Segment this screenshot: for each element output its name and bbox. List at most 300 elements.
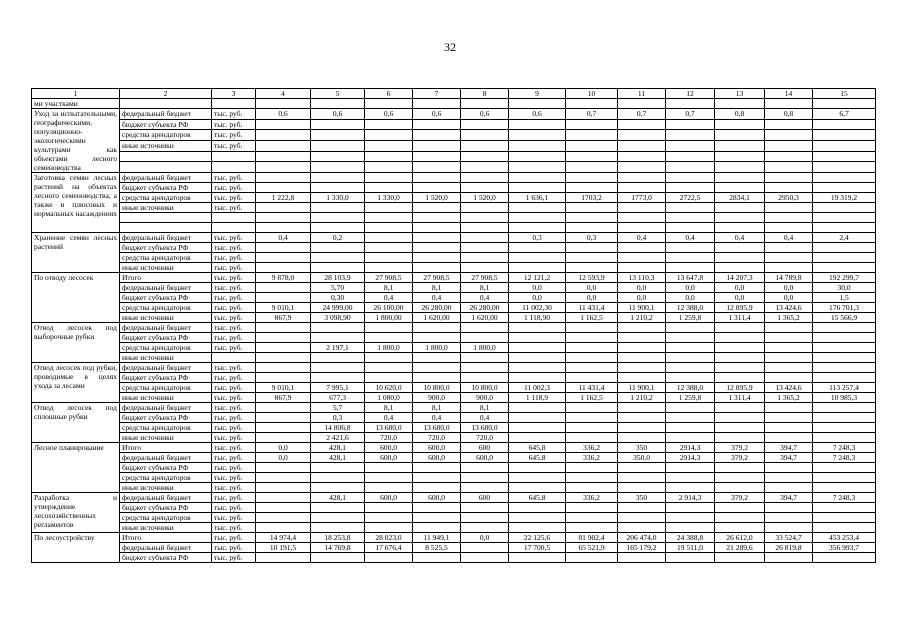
table-row [32,373,876,383]
value-cell: 1 162,5 [566,313,618,323]
table-row [32,293,876,303]
unit-cell: тыс. руб. [212,543,256,553]
value-cell: 81 902,4 [566,533,618,543]
value-cell: 1703,2 [566,193,618,203]
value-cell [461,373,509,383]
value-cell: 0,0 [618,283,666,293]
value-cell [509,213,566,223]
value-cell [618,413,666,423]
value-cell: 1 520,0 [461,193,509,203]
value-cell: 1 210,2 [618,393,666,403]
value-cell [311,223,365,233]
value-cell: 1 620,00 [461,313,509,323]
unit-cell: тыс. руб. [212,473,256,483]
value-cell: 394,7 [765,493,813,503]
table-row [32,493,876,503]
value-cell [566,483,618,493]
table-row [32,453,876,463]
value-cell [715,223,765,233]
value-cell: 867,9 [256,313,311,323]
value-cell: 0,0 [509,283,566,293]
value-cell [413,503,461,513]
value-cell [813,483,876,493]
funding-source-cell: бюджет субъекта РФ [120,293,212,303]
unit-cell [212,151,256,162]
unit-cell: тыс. руб. [212,119,256,130]
unit-cell: тыс. руб. [212,293,256,303]
value-cell: 192 299,7 [813,273,876,283]
value-cell: 0,0 [666,293,715,303]
value-cell [461,183,509,193]
unit-cell: тыс. руб. [212,433,256,443]
value-cell [765,323,813,333]
value-cell [509,223,566,233]
value-cell [618,463,666,473]
table-row [32,223,876,233]
table-row [32,263,876,273]
funding-source-cell: федеральный бюджет [120,363,212,373]
value-cell [765,503,813,513]
value-cell [765,203,813,213]
value-cell: 645,8 [509,453,566,463]
value-cell [566,173,618,183]
value-cell [715,130,765,141]
value-cell: 19 511,0 [666,543,715,553]
value-cell: 1 259,8 [666,313,715,323]
value-cell [666,323,715,333]
value-cell [618,323,666,333]
value-cell [365,253,413,263]
value-cell: 30,0 [813,283,876,293]
value-cell [765,213,813,223]
table-row [32,323,876,333]
value-cell: 11 002,30 [509,303,566,313]
value-cell [566,213,618,223]
value-cell [618,140,666,151]
value-cell [715,483,765,493]
value-cell: 1 636,1 [509,193,566,203]
value-cell [666,423,715,433]
value-cell [461,473,509,483]
value-cell [413,213,461,223]
activity-name-cell: Отвод лесосек под сплошные рубки [32,403,120,443]
value-cell: 1 118,9 [509,393,566,403]
value-cell [413,513,461,523]
value-cell: 1,5 [813,293,876,303]
value-cell: 10 191,5 [256,543,311,553]
value-cell: 600,0 [413,443,461,453]
funding-source-cell: федеральный бюджет [120,233,212,243]
value-cell: 28 103,9 [311,273,365,283]
value-cell [461,130,509,141]
value-cell: 13 424,6 [765,303,813,313]
value-cell [365,130,413,141]
value-cell [509,130,566,141]
value-cell: 24 999,00 [311,303,365,313]
value-cell: 113 257,4 [813,383,876,393]
funding-source-cell: иные источники [120,523,212,533]
table-row [32,413,876,423]
value-cell [311,263,365,273]
value-cell [311,323,365,333]
value-cell: 2 197,1 [311,343,365,353]
value-cell [813,323,876,333]
value-cell: 8,1 [461,403,509,413]
value-cell: 0,3 [311,413,365,423]
table-row [32,533,876,543]
value-cell [765,151,813,162]
value-cell [461,333,509,343]
value-cell: 356 993,7 [813,543,876,553]
value-cell [256,423,311,433]
funding-source-cell [120,162,212,173]
funding-source-cell: федеральный бюджет [120,109,212,120]
value-cell: 12 388,0 [666,383,715,393]
value-cell [715,173,765,183]
value-cell: 0,4 [765,233,813,243]
value-cell [461,233,509,243]
unit-cell: тыс. руб. [212,493,256,503]
value-cell: 11 431,4 [566,303,618,313]
value-cell [715,162,765,173]
table-row [32,283,876,293]
value-cell [666,373,715,383]
value-cell [618,483,666,493]
table-row [32,353,876,363]
value-cell: 26 280,00 [413,303,461,313]
value-cell [813,403,876,413]
table-row [32,183,876,193]
unit-cell: тыс. руб. [212,513,256,523]
value-cell [365,119,413,130]
value-cell [566,403,618,413]
value-cell: 1 800,0 [365,343,413,353]
value-cell [413,162,461,173]
value-cell [813,130,876,141]
value-cell [666,363,715,373]
value-cell: 1 118,90 [509,313,566,323]
value-cell [765,483,813,493]
value-cell [413,130,461,141]
value-cell [509,413,566,423]
value-cell: 5,70 [311,283,365,293]
value-cell: 13 680,0 [413,423,461,433]
funding-source-cell: бюджет субъекта РФ [120,463,212,473]
table-row [32,443,876,453]
unit-cell [212,223,256,233]
value-cell: 1 365,2 [765,313,813,323]
value-cell [618,503,666,513]
value-cell [618,513,666,523]
value-cell [413,523,461,533]
value-cell [461,323,509,333]
value-cell [765,363,813,373]
value-cell [813,513,876,523]
value-cell: 1773,0 [618,193,666,203]
value-cell [509,323,566,333]
table-row [32,423,876,433]
value-cell: 1 520,0 [413,193,461,203]
value-cell: 17 700,5 [509,543,566,553]
value-cell [256,203,311,213]
value-cell [618,473,666,483]
table-row [32,303,876,313]
value-cell [566,473,618,483]
value-cell [509,243,566,253]
unit-cell: тыс. руб. [212,130,256,141]
value-cell [256,493,311,503]
value-cell [566,253,618,263]
value-cell: 900,0 [461,393,509,403]
value-cell [365,473,413,483]
value-cell [566,151,618,162]
value-cell [666,333,715,343]
value-cell [618,553,666,563]
value-cell: 15 566,9 [813,313,876,323]
unit-cell: тыс. руб. [212,523,256,533]
value-cell [618,523,666,533]
funding-source-cell: федеральный бюджет [120,323,212,333]
value-cell [413,183,461,193]
value-cell [365,553,413,563]
value-cell: 645,8 [509,443,566,453]
value-cell: 2,4 [813,233,876,243]
value-cell [813,263,876,273]
unit-cell: тыс. руб. [212,243,256,253]
value-cell [311,473,365,483]
funding-source-cell: федеральный бюджет [120,493,212,503]
value-cell [566,263,618,273]
value-cell [715,513,765,523]
value-cell: 0,0 [566,283,618,293]
value-cell [461,353,509,363]
value-cell [666,343,715,353]
table-row [32,313,876,323]
funding-source-cell: бюджет субъекта РФ [120,373,212,383]
unit-cell: тыс. руб. [212,283,256,293]
funding-source-cell: иные источники [120,483,212,493]
table-row [32,333,876,343]
value-cell: 2914,3 [666,443,715,453]
funding-source-cell: средства арендаторов [120,513,212,523]
value-cell: 0,7 [618,109,666,120]
value-cell: 0,4 [618,233,666,243]
header-cell: 7 [413,89,461,99]
value-cell [715,523,765,533]
value-cell [666,553,715,563]
value-cell: 350 [618,493,666,503]
value-cell [813,151,876,162]
value-cell [715,553,765,563]
unit-cell: тыс. руб. [212,423,256,433]
value-cell: 2914,3 [666,453,715,463]
value-cell [765,353,813,363]
header-cell: 11 [618,89,666,99]
value-cell [413,223,461,233]
funding-source-cell: иные источники [120,433,212,443]
value-cell [618,423,666,433]
funding-source-cell: федеральный бюджет [120,543,212,553]
activity-name-cell: По отводу лесосек [32,273,120,323]
value-cell: 336,2 [566,443,618,453]
value-cell: 600,0 [413,493,461,503]
value-cell [311,119,365,130]
value-cell [813,473,876,483]
unit-cell: тыс. руб. [212,463,256,473]
table-row [32,463,876,473]
unit-cell: тыс. руб. [212,303,256,313]
value-cell: 0,6 [413,109,461,120]
header-cell: 4 [256,89,311,99]
value-cell: 0,6 [256,109,311,120]
value-cell [311,483,365,493]
value-cell [666,203,715,213]
value-cell: 10 985,3 [813,393,876,403]
table-row [32,343,876,353]
value-cell: 13 680,0 [365,423,413,433]
table-row [32,273,876,283]
value-cell [311,213,365,223]
value-cell: 428,1 [311,453,365,463]
value-cell: 720,0 [413,433,461,443]
value-cell [566,223,618,233]
value-cell: 11 900,1 [618,303,666,313]
value-cell: 720,0 [365,433,413,443]
value-cell: 176 701,3 [813,303,876,313]
value-cell [365,353,413,363]
value-cell [715,323,765,333]
value-cell [256,173,311,183]
value-cell [413,243,461,253]
unit-cell [212,99,256,109]
value-cell: 8,1 [413,283,461,293]
value-cell [413,140,461,151]
value-cell [461,463,509,473]
value-cell [461,162,509,173]
value-cell [509,483,566,493]
value-cell [715,373,765,383]
table-row [32,193,876,203]
value-cell: 21 289,6 [715,543,765,553]
value-cell [413,203,461,213]
header-cell: 9 [509,89,566,99]
value-cell [461,173,509,183]
value-cell [413,333,461,343]
value-cell: 0,0 [715,283,765,293]
table-row [32,233,876,243]
value-cell [509,433,566,443]
value-cell [813,140,876,151]
value-cell [256,283,311,293]
value-cell [461,151,509,162]
funding-source-cell: иные источники [120,353,212,363]
value-cell [765,433,813,443]
value-cell: 600,0 [413,453,461,463]
value-cell [765,173,813,183]
value-cell [311,463,365,473]
value-cell: 24 388,8 [666,533,715,543]
value-cell: 2834,1 [715,193,765,203]
value-cell: 7 248,3 [813,443,876,453]
value-cell [509,373,566,383]
value-cell: 0,0 [765,283,813,293]
value-cell [618,162,666,173]
value-cell: 2 914,3 [666,493,715,503]
funding-source-cell [120,151,212,162]
value-cell [365,162,413,173]
value-cell [461,140,509,151]
value-cell [566,503,618,513]
value-cell: 0,4 [365,413,413,423]
table-row [32,119,876,130]
value-cell [256,151,311,162]
value-cell [715,413,765,423]
funding-source-cell: федеральный бюджет [120,283,212,293]
activity-name-cell: ми участками [32,99,120,109]
funding-source-cell: федеральный бюджет [120,173,212,183]
value-cell [461,119,509,130]
value-cell [413,473,461,483]
value-cell [813,203,876,213]
value-cell: 12 895,9 [715,303,765,313]
table-row [32,543,876,553]
value-cell [365,503,413,513]
value-cell: 14 789,8 [765,273,813,283]
funding-source-cell: Итого [120,533,212,543]
funding-source-cell: федеральный бюджет [120,403,212,413]
value-cell: 394,7 [765,453,813,463]
header-cell: 15 [813,89,876,99]
value-cell [715,353,765,363]
value-cell [666,162,715,173]
unit-cell: тыс. руб. [212,253,256,263]
value-cell: 1 210,2 [618,313,666,323]
value-cell: 600,0 [365,443,413,453]
value-cell [566,523,618,533]
value-cell: 9 010,1 [256,383,311,393]
value-cell: 0,0 [461,533,509,543]
activity-name-cell: Лесное планирование [32,443,120,493]
value-cell [461,253,509,263]
value-cell: 27 908,5 [365,273,413,283]
value-cell: 0,6 [311,109,365,120]
unit-cell: тыс. руб. [212,263,256,273]
value-cell [765,423,813,433]
value-cell: 7 995,1 [311,383,365,393]
value-cell [666,263,715,273]
value-cell [461,363,509,373]
value-cell: 11 949,1 [413,533,461,543]
value-cell [666,463,715,473]
value-cell [311,553,365,563]
value-cell [311,203,365,213]
unit-cell: тыс. руб. [212,383,256,393]
value-cell: 8,1 [413,403,461,413]
value-cell [509,473,566,483]
value-cell: 26 612,0 [715,533,765,543]
value-cell [311,183,365,193]
value-cell [311,353,365,363]
value-cell [813,373,876,383]
value-cell [813,183,876,193]
unit-cell: тыс. руб. [212,273,256,283]
value-cell [765,162,813,173]
value-cell [311,513,365,523]
value-cell [566,130,618,141]
value-cell [666,213,715,223]
funding-source-cell: средства арендаторов [120,130,212,141]
value-cell [256,253,311,263]
